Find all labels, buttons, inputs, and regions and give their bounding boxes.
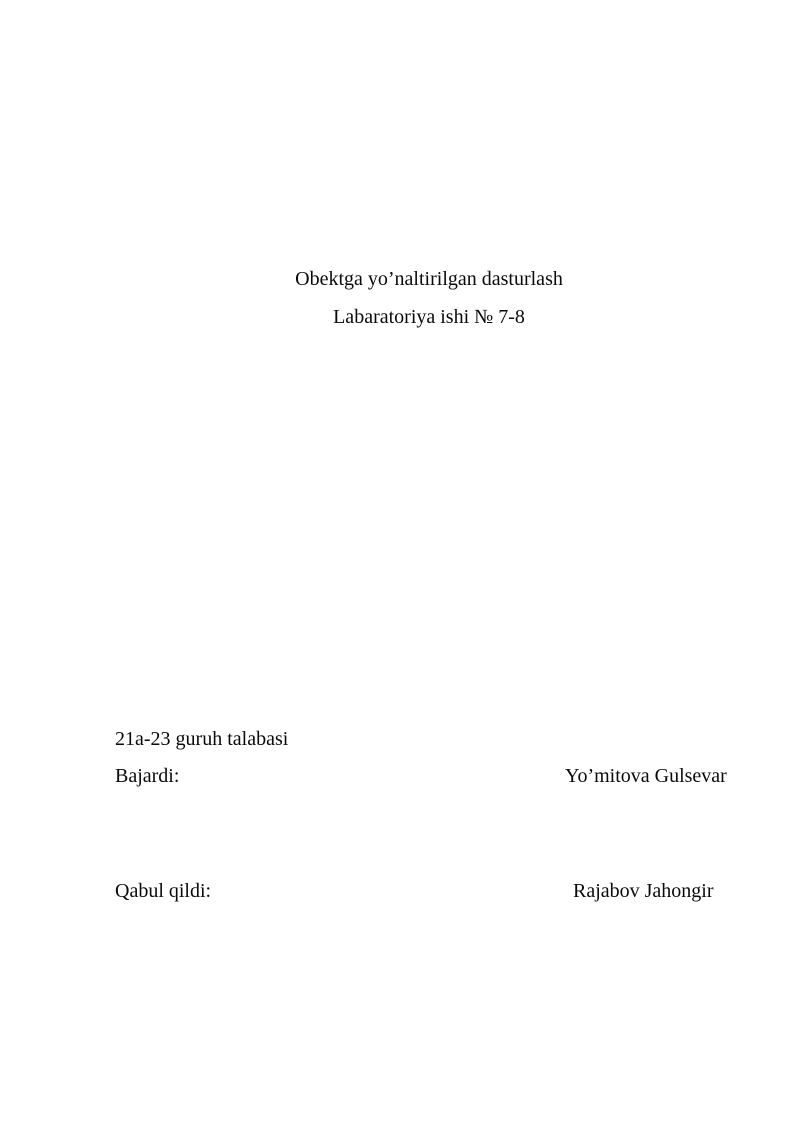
accepted-by-name: Rajabov Jahongir [573, 880, 714, 902]
document-title-line-2: Labaratoriya ishi № 7-8 [333, 306, 525, 328]
accepted-by-label: Qabul qildi: [115, 880, 212, 902]
student-group-line: 21a-23 guruh talabasi [115, 728, 289, 750]
document-title-line-1: Obektga yo’naltirilgan dasturlash [295, 268, 563, 290]
performed-by-label: Bajardi: [115, 765, 180, 787]
performed-by-name: Yo’mitova Gulsevar [565, 765, 727, 787]
